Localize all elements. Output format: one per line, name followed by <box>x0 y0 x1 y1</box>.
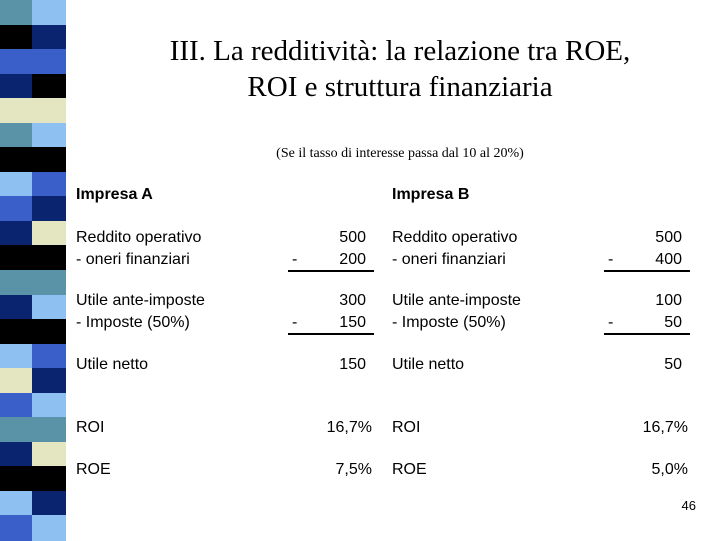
company-a-utile-ante-imposte-label: Utile ante-imposte <box>76 292 205 309</box>
company-a-roi-value: 16,7% <box>326 419 372 436</box>
company-b-utile-ante-imposte-value: 100 <box>655 292 682 309</box>
stripe-block-inner <box>32 344 66 369</box>
company-a-utile-ante-imposte-value: 300 <box>339 292 366 309</box>
stripe-block <box>0 98 66 123</box>
company-b-roe-label: ROE <box>392 461 427 478</box>
stripe-block <box>0 147 66 172</box>
company-b-roi-value: 16,7% <box>642 419 688 436</box>
stripe-block <box>0 417 66 442</box>
stripe-block-inner <box>32 417 66 442</box>
stripe-block-inner <box>32 319 66 344</box>
company-b-subtotal-rule-2 <box>604 333 690 335</box>
company-a-roe-value: 7,5% <box>335 461 372 478</box>
stripe-block-inner <box>32 0 66 25</box>
stripe-block <box>0 196 66 221</box>
decorative-stripe <box>0 0 66 540</box>
stripe-block-inner <box>32 74 66 99</box>
stripe-block <box>0 74 66 99</box>
stripe-block-inner <box>32 295 66 320</box>
slide-subtitle: (Se il tasso di interesse passa dal 10 al 20%) <box>276 146 524 161</box>
company-b-subtotal-rule-1 <box>604 270 690 272</box>
company-b-reddito-operativo-label: Reddito operativo <box>392 229 518 246</box>
company-b-name: Impresa B <box>392 186 470 203</box>
stripe-block <box>0 344 66 369</box>
stripe-block <box>0 319 66 344</box>
company-a-roi-label: ROI <box>76 419 105 436</box>
company-a-oneri-finanziari-label: - oneri finanziari <box>76 251 190 268</box>
company-b-utile-netto-label: Utile netto <box>392 356 465 373</box>
stripe-block-inner <box>32 123 66 148</box>
stripe-block <box>0 368 66 393</box>
stripe-block-inner <box>32 491 66 516</box>
page-number: 46 <box>681 498 696 513</box>
stripe-block-inner <box>32 25 66 50</box>
company-a-utile-netto-value: 150 <box>339 356 366 373</box>
company-b-imposte-sign: - <box>608 314 614 331</box>
company-a-reddito-operativo-value: 500 <box>339 229 366 246</box>
stripe-block-inner <box>32 221 66 246</box>
company-b-oneri-finanziari-label: - oneri finanziari <box>392 251 506 268</box>
stripe-block <box>0 123 66 148</box>
stripe-block-inner <box>32 196 66 221</box>
company-a-subtotal-rule-1 <box>288 270 374 272</box>
company-b-utile-ante-imposte-label: Utile ante-imposte <box>392 292 521 309</box>
stripe-block-inner <box>32 270 66 295</box>
stripe-block-inner <box>32 172 66 197</box>
stripe-block <box>0 393 66 418</box>
company-a-utile-netto-label: Utile netto <box>76 356 149 373</box>
company-b-oneri-finanziari-value: 400 <box>655 251 682 268</box>
stripe-block-inner <box>32 147 66 172</box>
stripe-block-inner <box>32 466 66 491</box>
stripe-block-inner <box>32 49 66 74</box>
stripe-block <box>0 466 66 491</box>
stripe-block <box>0 245 66 270</box>
company-a-oneri-finanziari-value: 200 <box>339 251 366 268</box>
company-a-imposte-sign: - <box>292 314 298 331</box>
stripe-block <box>0 172 66 197</box>
stripe-block-inner <box>32 98 66 123</box>
company-b-oneri-finanziari-sign: - <box>608 251 614 268</box>
stripe-block-inner <box>32 393 66 418</box>
company-a-imposte-value: 150 <box>339 314 366 331</box>
company-b-imposte-value: 50 <box>664 314 682 331</box>
stripe-block-inner <box>32 442 66 467</box>
company-a-oneri-finanziari-sign: - <box>292 251 298 268</box>
stripe-block-inner <box>32 368 66 393</box>
stripe-block <box>0 0 66 25</box>
company-a-imposte-label: - Imposte (50%) <box>76 314 190 331</box>
stripe-block <box>0 25 66 50</box>
company-b-roe-value: 5,0% <box>651 461 688 478</box>
company-b-imposte-label: - Imposte (50%) <box>392 314 506 331</box>
stripe-block <box>0 442 66 467</box>
stripe-block <box>0 49 66 74</box>
company-b-roi-label: ROI <box>392 419 421 436</box>
company-b-reddito-operativo-value: 500 <box>655 229 682 246</box>
slide-title-line-2: ROI e struttura finanziaria <box>247 71 553 103</box>
company-a-roe-label: ROE <box>76 461 111 478</box>
stripe-block <box>0 270 66 295</box>
company-a-subtotal-rule-2 <box>288 333 374 335</box>
company-b-utile-netto-value: 50 <box>664 356 682 373</box>
company-a-reddito-operativo-label: Reddito operativo <box>76 229 202 246</box>
company-a-name: Impresa A <box>76 186 153 203</box>
stripe-block <box>0 221 66 246</box>
stripe-block-inner <box>32 515 66 540</box>
stripe-block <box>0 515 66 540</box>
slide-title-line-1: III. La redditività: la relazione tra ROE, <box>169 35 631 67</box>
stripe-block <box>0 295 66 320</box>
stripe-block-inner <box>32 245 66 270</box>
stripe-block <box>0 491 66 516</box>
